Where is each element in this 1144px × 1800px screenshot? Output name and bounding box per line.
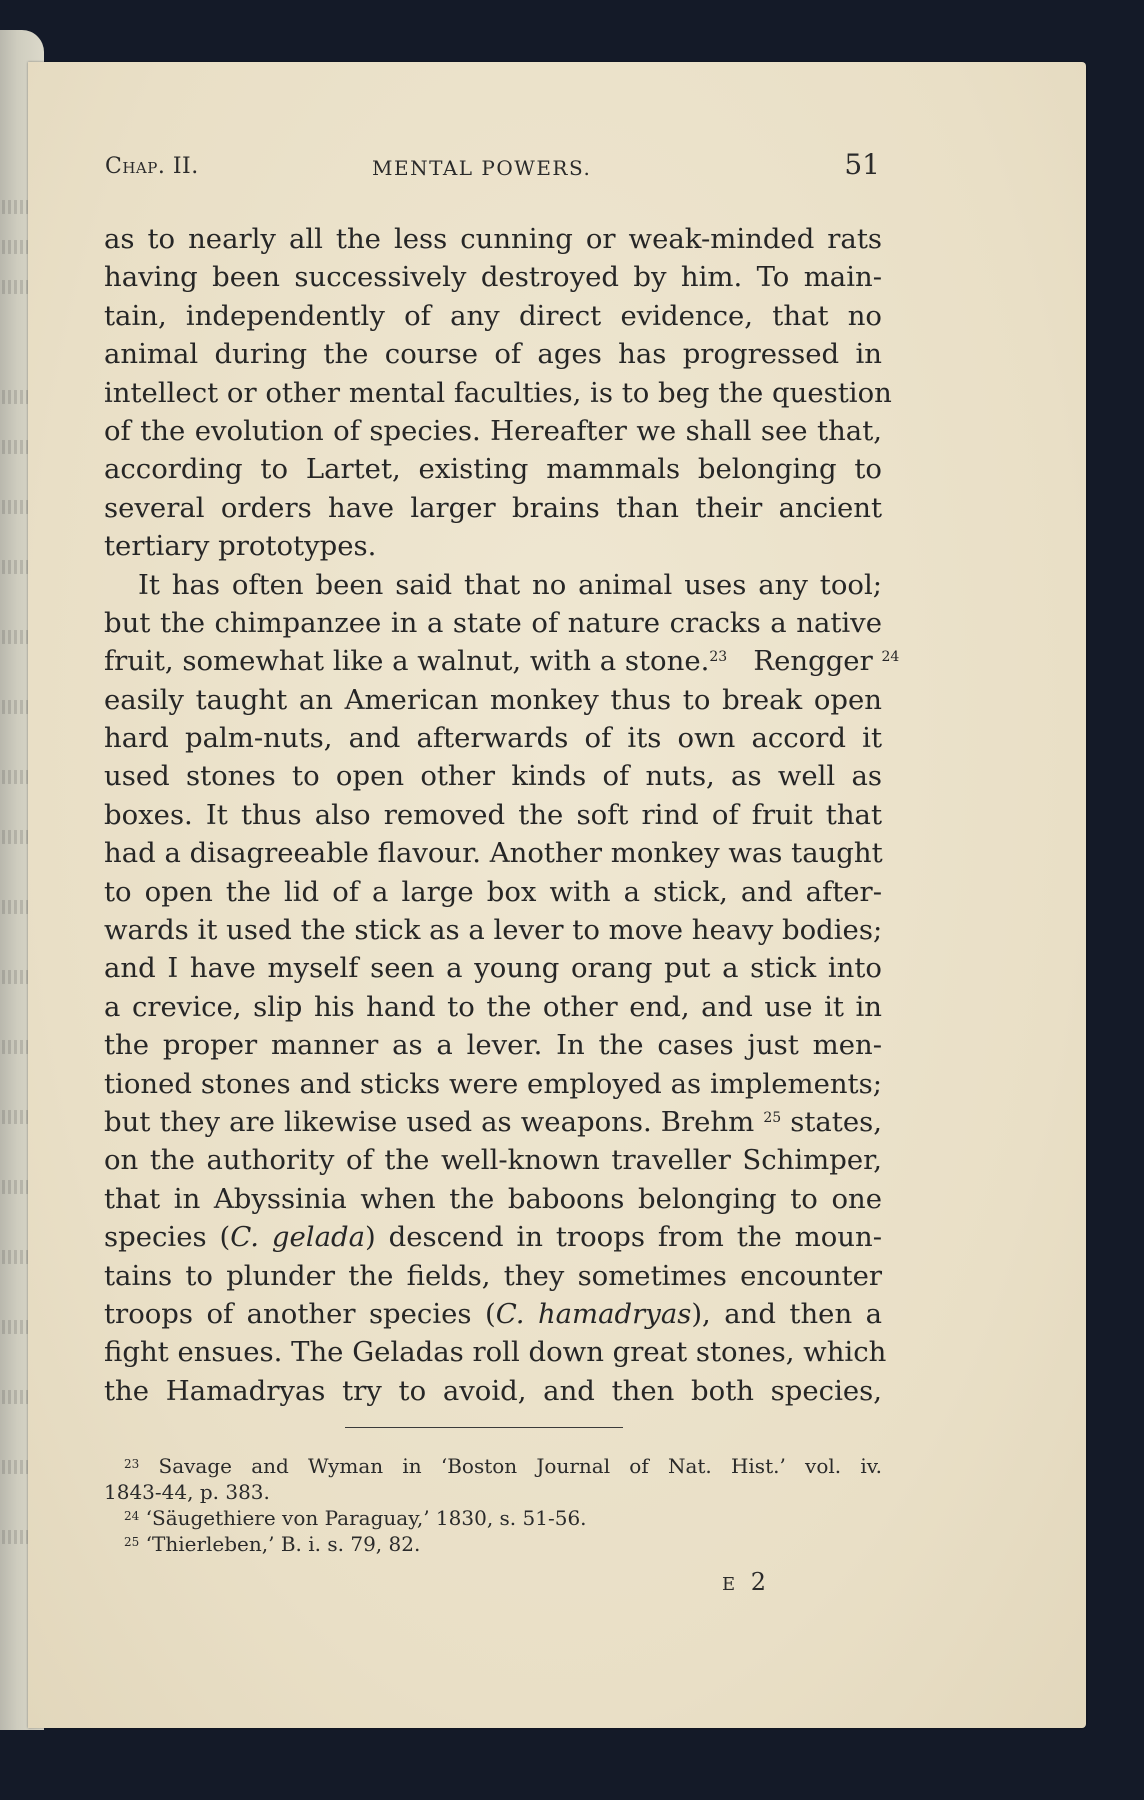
text-line: tioned stones and sticks were employed as implements; — [104, 1067, 882, 1100]
text-line: used stones to open other kinds of nuts, as well as — [104, 760, 882, 793]
text-line: tain, independently of any direct evidence, that no — [104, 299, 882, 332]
text-line: the proper manner as a lever. In the cases just men- — [104, 1029, 882, 1062]
text-fragment: species ( — [104, 1221, 231, 1254]
text-line: of the evolution of species. Hereafter we shall see that, — [104, 414, 882, 447]
text-line: a crevice, slip his hand to the other end, and use it in — [104, 990, 882, 1023]
text-line: wards it used the stick as a lever to move heavy bodies; — [104, 914, 883, 947]
footnote-ref[interactable]: 25 — [763, 1109, 782, 1126]
chapter-label: Chap. II. — [105, 154, 199, 179]
text-line: and I have myself seen a young orang put a stick into — [104, 952, 882, 985]
text-line: as to nearly all the less cunning or weak-minded rats — [104, 223, 882, 255]
text-line: easily taught an American monkey thus to break open — [104, 683, 882, 716]
footnote — [104, 1531, 882, 1557]
text-line: intellect or other mental faculties, is to beg the question — [104, 376, 892, 409]
text-fragment: fruit, somewhat like a walnut, with a stone. — [104, 645, 710, 678]
text-fragment: Rengger — [753, 645, 873, 678]
text-line: to open the lid of a large box with a stick, and after- — [104, 875, 882, 908]
footnote-continuation: 1843-44, p. 383. — [104, 1480, 270, 1504]
text-fragment: ) descend in troops from the moun- — [365, 1221, 882, 1254]
footnote — [104, 1453, 882, 1479]
text-line — [104, 1103, 882, 1141]
running-header — [105, 148, 880, 188]
footnote-text: ‘Thierleben,’ B. i. s. 79, 82. — [145, 1532, 421, 1556]
text-line: on the authority of the well-known traveller Schimper, — [104, 1144, 882, 1177]
page-number: 51 — [844, 148, 880, 181]
running-title: MENTAL POWERS. — [372, 156, 592, 180]
footnote-ref[interactable]: 24 — [881, 649, 900, 666]
text-line: fight ensues. The Geladas roll down great stones, which — [104, 1336, 887, 1369]
body-text — [104, 220, 900, 1410]
species-name: C. hamadryas — [495, 1297, 692, 1330]
text-line: tains to plunder the fields, they sometimes encounter — [104, 1259, 882, 1292]
footnote-number: 23 — [124, 1457, 140, 1471]
text-line: It has often been said that no animal uses any tool; — [138, 568, 882, 601]
footnotes — [104, 1453, 882, 1557]
text-line: had a disagreeable flavour. Another monkey was taught — [104, 837, 883, 870]
footnote-number: 25 — [124, 1535, 140, 1549]
text-line: according to Lartet, existing mammals belonging to — [104, 453, 882, 486]
text-line — [104, 1295, 882, 1333]
text-line: that in Abyssinia when the baboons belonging to one — [104, 1182, 882, 1215]
text-fragment: but they are likewise used as weapons. Brehm — [104, 1105, 755, 1138]
signature-mark — [722, 1568, 770, 1596]
text-line: the Hamadryas try to avoid, and then both species, — [104, 1374, 882, 1407]
footnote-divider — [345, 1427, 623, 1428]
text-line: having been successively destroyed by him. To main- — [104, 261, 882, 294]
text-line: hard palm-nuts, and afterwards of its own accord it — [104, 722, 882, 755]
footnote-ref[interactable]: 23 — [709, 649, 728, 666]
text-line: tertiary prototypes. — [104, 530, 377, 563]
text-line: several orders have larger brains than their ancient — [104, 491, 882, 524]
footnote-number: 24 — [124, 1509, 140, 1523]
text-line — [104, 642, 900, 680]
signature-number: 2 — [750, 1568, 771, 1596]
text-line: animal during the course of ages has progressed in — [104, 338, 882, 371]
species-name: C. gelada — [230, 1221, 365, 1254]
text-line: boxes. It thus also removed the soft rind of fruit that — [104, 798, 882, 831]
text-line: but the chimpanzee in a state of nature cracks a native — [104, 606, 882, 639]
text-fragment: ), and then a — [691, 1297, 882, 1330]
footnote-text: Savage and Wyman in ‘Boston Journal of Nat. Hist.’ vol. iv. — [158, 1454, 883, 1478]
footnote — [104, 1505, 882, 1531]
text-line — [104, 1218, 882, 1256]
text-fragment: troops of another species ( — [104, 1297, 496, 1330]
text-fragment: states, — [790, 1105, 882, 1138]
signature-letter: E — [722, 1574, 740, 1595]
footnote-text: ‘Säugethiere von Paraguay,’ 1830, s. 51-56. — [145, 1506, 587, 1530]
